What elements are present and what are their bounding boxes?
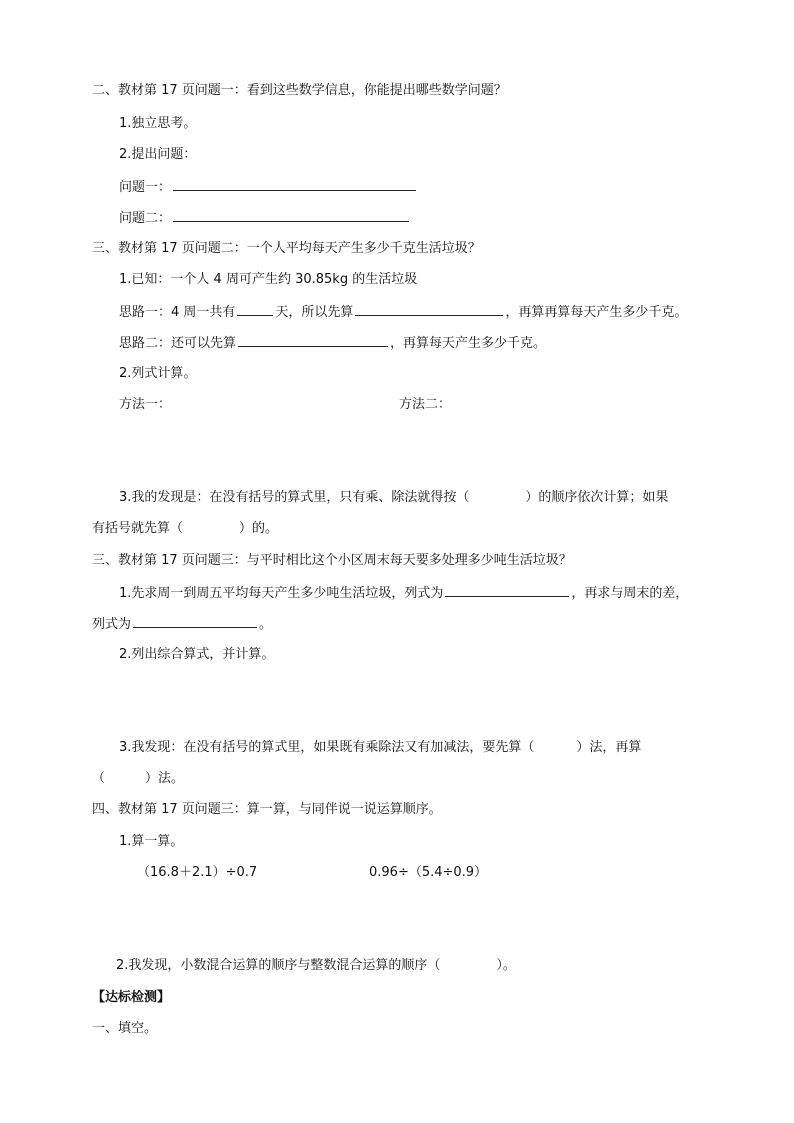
expression-2: 0.96÷（5.4÷0.9） [369, 865, 488, 880]
section-4-finding-b: ）。 [496, 958, 516, 973]
section-3b-p1-text-c: 列式为 [92, 617, 132, 632]
finding-text-c: 有括号就先算（ [92, 521, 184, 536]
section-4-step-1: 1.算一算。 [119, 834, 184, 849]
section-3b-p1-text-a: 1.先求周一到周五平均每天产生多少吨生活垃圾，列式为 [119, 586, 444, 601]
section-3b-finding-row-2 [92, 771, 184, 787]
section-3b-heading: 三、教材第 17 页问题三：与平时相比这个小区周末每天要多处理多少吨生活垃圾？ [92, 553, 572, 568]
section-2-step-2: 2.提出问题： [119, 147, 197, 162]
idea-2-first-calc-blank[interactable] [238, 334, 388, 347]
question-2-label: 问题二： [119, 211, 172, 226]
idea-2-text-a: 思路二：还可以先算 [119, 336, 237, 351]
finding-text-b: ）的顺序依次计算；如果 [525, 490, 669, 505]
finding-text-a: 3.我的发现是：在没有括号的算式里，只有乘、除法就得按（ [119, 490, 470, 505]
expression-1: （16.8＋2.1）÷0.7 [137, 865, 258, 880]
question-2-row [119, 209, 411, 227]
method-2-label: 方法二： [399, 397, 452, 412]
section-3b-p1-row-2 [92, 615, 272, 633]
question-1-answer-line[interactable] [173, 178, 416, 191]
section-3b-p2: 2.列出综合算式，并计算。 [119, 647, 275, 662]
fill-in-heading: 一、填空。 [92, 1021, 158, 1036]
section-3a-calc: 2.列式计算。 [119, 366, 197, 381]
idea-2-row [119, 334, 546, 352]
weekday-expression-blank[interactable] [445, 584, 569, 597]
question-2-answer-line[interactable] [173, 209, 409, 222]
section-3a-heading: 三、教材第 17 页问题二：一个人平均每天产生多少千克生活垃圾？ [92, 241, 481, 256]
section-3b-p1-row [119, 584, 688, 602]
section-4-finding-a: 2.我发现，小数混合运算的顺序与整数混合运算的顺序（ [116, 958, 441, 973]
idea-1-text-c: ，再算再算每天产生多少千克。 [505, 305, 688, 320]
section-3a-finding-row-1 [119, 490, 668, 506]
section-3b-finding-c: （ [92, 771, 106, 786]
section-3b-finding-a: 3.我发现：在没有括号的算式里，如果既有乘除法又有加减法，要先算（ [119, 740, 535, 755]
question-1-row [119, 178, 418, 196]
idea-1-days-blank[interactable] [237, 303, 273, 316]
idea-1-text-b: 天，所以先算 [275, 305, 354, 320]
idea-1-text-a: 思路一：4 周一共有 [119, 305, 236, 320]
section-3b-p1-text-b: ，再求与周末的差， [571, 586, 689, 601]
section-3a-finding-row-2 [92, 521, 278, 537]
section-3b-finding-row-1 [119, 740, 641, 756]
check-heading: 【达标检测】 [92, 990, 171, 1005]
finding-text-d: ）的。 [239, 521, 279, 536]
idea-1-row [119, 303, 687, 321]
method-1-label: 方法一： [119, 397, 172, 412]
section-3b-finding-b: ）法，再算 [576, 740, 642, 755]
section-3a-known: 1.已知：一个人 4 周可产生约 30.85kg 的生活垃圾 [119, 272, 418, 287]
section-4-finding-row [116, 958, 516, 974]
section-4-heading: 四、教材第 17 页问题三：算一算，与同伴说一说运算顺序。 [92, 802, 442, 817]
difference-expression-blank[interactable] [133, 615, 257, 628]
idea-2-text-b: ，再算每天产生多少千克。 [390, 336, 547, 351]
section-3b-finding-d: ）法。 [145, 771, 185, 786]
idea-1-first-calc-blank[interactable] [355, 303, 503, 316]
section-2-heading: 二、教材第 17 页问题一：看到这些数学信息，你能提出哪些数学问题？ [92, 83, 507, 98]
question-1-label: 问题一： [119, 180, 172, 195]
section-3b-p1-text-d: 。 [259, 617, 273, 632]
section-2-step-1: 1.独立思考。 [119, 116, 197, 131]
